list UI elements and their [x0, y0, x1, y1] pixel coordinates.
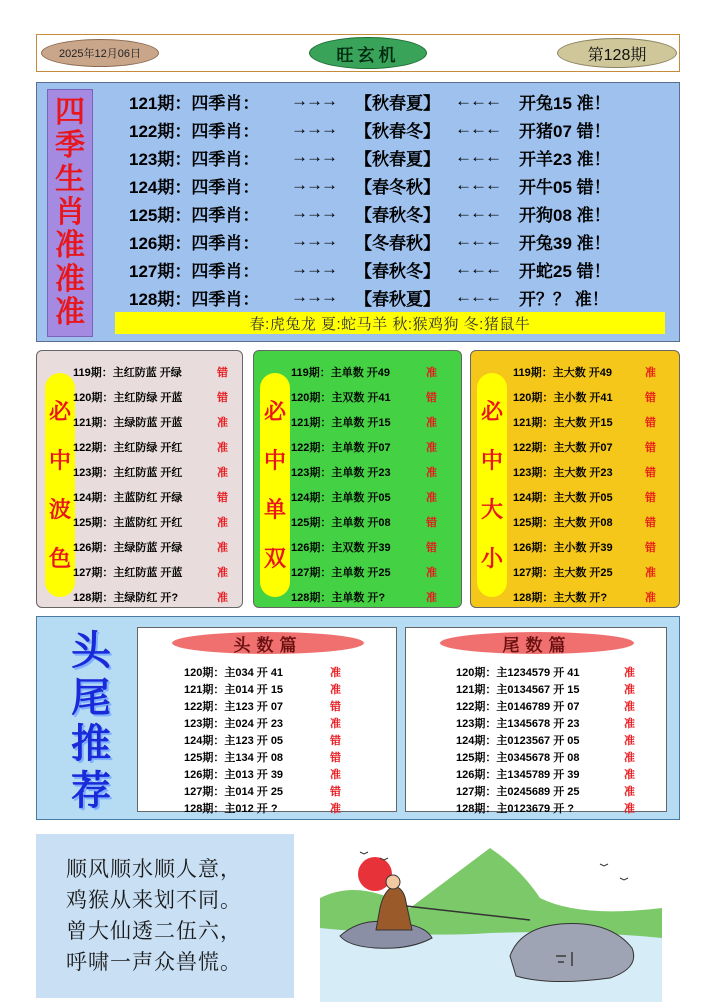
recommend-row — [184, 765, 341, 782]
result-mark: 准 — [624, 802, 635, 815]
title-char: 准 — [55, 229, 85, 263]
result-mark: 错 — [645, 466, 656, 479]
season-row — [129, 199, 669, 227]
recommend-text: 120期：主034 开 41 — [184, 666, 284, 679]
season-prediction: 【春秋冬】 — [355, 261, 440, 281]
prediction-row — [513, 509, 656, 534]
prediction-row — [291, 409, 437, 434]
prediction-text: 122期：主单数 开07 — [291, 441, 391, 454]
prediction-row — [73, 359, 228, 384]
result-mark: 错 — [426, 391, 437, 404]
poem-line: 顺风顺水顺人意， — [66, 857, 242, 881]
title-char: 推 — [71, 720, 111, 768]
result-mark: 准 — [426, 591, 437, 604]
recommend-text: 128期：主012 开 ? — [184, 802, 278, 815]
recommend-row — [184, 799, 341, 816]
recommend-row — [184, 731, 341, 748]
result-mark: 准 — [645, 591, 656, 604]
season-prediction: 【春冬秋】 — [355, 177, 440, 197]
result-mark: 准 — [217, 541, 228, 554]
recommend-row — [184, 748, 341, 765]
recommend-text: 123期：主1345678 开 23 — [456, 717, 580, 730]
prediction-row — [73, 559, 228, 584]
head-number-heading: 头数篇 — [172, 632, 364, 654]
arrow-right-icon: →→→ — [291, 287, 336, 306]
result-mark: 准 — [426, 566, 437, 579]
title-char: 肖 — [55, 195, 85, 229]
season-result: 开？？ 准！ — [519, 289, 609, 309]
poem-line: 曾大仙透二伍六， — [66, 919, 242, 943]
recommend-row — [184, 697, 341, 714]
result-mark: 准 — [217, 466, 228, 479]
prediction-text: 119期：主红防蓝 开绿 — [73, 366, 182, 379]
recommend-text: 120期：主1234579 开 41 — [456, 666, 580, 679]
prediction-text: 124期：主蓝防红 开绿 — [73, 491, 183, 504]
result-mark: 准 — [330, 666, 341, 679]
prediction-text: 121期：主单数 开15 — [291, 416, 391, 429]
title-char: 中 — [48, 447, 71, 473]
result-mark: 准 — [217, 516, 228, 529]
title-char: 荐 — [71, 766, 111, 814]
head-number-box — [137, 627, 397, 815]
prediction-row — [73, 384, 228, 409]
arrow-right-icon: →→→ — [291, 259, 336, 278]
title-char: 中 — [480, 447, 503, 473]
prediction-row — [73, 484, 228, 509]
page-title: 旺玄机 — [309, 37, 427, 69]
season-issue-label: 123期：四季肖： — [129, 149, 260, 169]
recommend-text: 124期：主123 开 05 — [184, 734, 284, 747]
prediction-text: 121期：主绿防蓝 开蓝 — [73, 416, 183, 429]
season-issue-label: 127期：四季肖： — [129, 261, 260, 281]
recommend-row — [456, 663, 635, 680]
result-mark: 准 — [217, 441, 228, 454]
result-mark: 准 — [426, 416, 437, 429]
prediction-row — [73, 509, 228, 534]
odd-even-title — [260, 373, 290, 597]
recommend-row — [456, 799, 635, 816]
arrow-right-icon: →→→ — [291, 175, 336, 194]
season-result: 开羊23 准！ — [519, 149, 611, 169]
prediction-row — [513, 459, 656, 484]
tail-number-heading: 尾数篇 — [440, 632, 634, 654]
result-mark: 错 — [645, 441, 656, 454]
title-char: 双 — [263, 545, 286, 571]
head-tail-section — [36, 616, 680, 820]
arrow-left-icon: ←←← — [455, 259, 500, 278]
zodiac-legend: 春:虎兔龙 夏:蛇马羊 秋:猴鸡狗 冬:猪鼠牛 — [115, 312, 665, 334]
prediction-row — [513, 409, 656, 434]
recommend-text: 121期：主0134567 开 15 — [456, 683, 580, 696]
arrow-left-icon: ←←← — [455, 119, 500, 138]
title-char: 波 — [48, 496, 71, 522]
result-mark: 准 — [330, 683, 341, 696]
page-header — [36, 34, 680, 72]
prediction-text: 120期：主红防绿 开蓝 — [73, 391, 183, 404]
result-mark: 准 — [217, 416, 228, 429]
recommend-text: 125期：主0345678 开 08 — [456, 751, 580, 764]
recommend-text: 128期：主0123679 开 ? — [456, 802, 575, 815]
season-row — [129, 227, 669, 255]
prediction-row — [291, 584, 437, 609]
arrow-right-icon: →→→ — [291, 147, 336, 166]
prediction-row — [73, 409, 228, 434]
recommend-text: 126期：主1345789 开 39 — [456, 768, 580, 781]
title-char: 必 — [263, 398, 286, 424]
four-seasons-title — [47, 89, 93, 337]
prediction-row — [291, 359, 437, 384]
result-mark: 错 — [217, 366, 228, 379]
season-issue-label: 121期：四季肖： — [129, 93, 260, 113]
prediction-text: 126期：主绿防蓝 开绿 — [73, 541, 183, 554]
season-result: 开兔15 准！ — [519, 93, 611, 113]
prediction-text: 125期：主大数 开08 — [513, 516, 613, 529]
result-mark: 准 — [330, 717, 341, 730]
prediction-row — [291, 384, 437, 409]
recommend-row — [184, 680, 341, 697]
season-row — [129, 143, 669, 171]
prediction-row — [291, 484, 437, 509]
season-prediction: 【冬春秋】 — [355, 233, 440, 253]
poem-line: 呼啸一声众兽慌。 — [66, 950, 242, 974]
prediction-text: 128期：主大数 开? — [513, 591, 608, 604]
result-mark: 错 — [645, 491, 656, 504]
prediction-text: 128期：主单数 开? — [291, 591, 386, 604]
prediction-text: 121期：主大数 开15 — [513, 416, 613, 429]
recommend-row — [456, 680, 635, 697]
recommend-row — [456, 782, 635, 799]
prediction-row — [513, 434, 656, 459]
result-mark: 准 — [624, 785, 635, 798]
prediction-row — [513, 534, 656, 559]
result-mark: 错 — [330, 734, 341, 747]
season-prediction: 【秋春冬】 — [355, 121, 440, 141]
title-char: 大 — [480, 496, 503, 522]
result-mark: 错 — [330, 751, 341, 764]
prediction-row — [291, 459, 437, 484]
result-mark: 准 — [330, 802, 341, 815]
arrow-left-icon: ←←← — [455, 91, 500, 110]
recommend-row — [184, 782, 341, 799]
prediction-row — [73, 584, 228, 609]
title-char: 准 — [55, 296, 85, 330]
result-mark: 错 — [645, 416, 656, 429]
head-tail-title — [51, 627, 131, 814]
result-mark: 错 — [645, 541, 656, 554]
prediction-text: 125期：主单数 开08 — [291, 516, 391, 529]
title-char: 尾 — [71, 673, 111, 721]
prediction-text: 119期：主单数 开49 — [291, 366, 391, 379]
season-prediction: 【秋春夏】 — [355, 93, 440, 113]
title-char: 四 — [55, 95, 85, 129]
title-char: 头 — [71, 627, 111, 674]
prediction-row — [73, 459, 228, 484]
recommend-row — [456, 765, 635, 782]
prediction-row — [73, 434, 228, 459]
prediction-row — [513, 584, 656, 609]
prediction-text: 124期：主单数 开05 — [291, 491, 391, 504]
arrow-left-icon: ←←← — [455, 147, 500, 166]
arrow-right-icon: →→→ — [291, 231, 336, 250]
poem-box — [36, 834, 294, 998]
season-result: 开兔39 准！ — [519, 233, 611, 253]
issue-badge: 第128期 — [557, 38, 677, 68]
recommend-row — [184, 714, 341, 731]
recommend-row — [456, 697, 635, 714]
landscape-image — [320, 838, 662, 1002]
result-mark: 准 — [426, 441, 437, 454]
prediction-text: 126期：主双数 开39 — [291, 541, 391, 554]
title-char: 中 — [263, 447, 286, 473]
result-mark: 错 — [217, 391, 228, 404]
recommend-row — [456, 714, 635, 731]
prediction-row — [513, 359, 656, 384]
recommend-row — [456, 748, 635, 765]
prediction-text: 122期：主大数 开07 — [513, 441, 613, 454]
odd-even-panel — [253, 350, 462, 608]
recommend-text: 125期：主134 开 08 — [184, 751, 284, 764]
prediction-text: 127期：主单数 开25 — [291, 566, 391, 579]
wave-color-panel — [36, 350, 243, 608]
result-mark: 错 — [645, 516, 656, 529]
arrow-left-icon: ←←← — [455, 287, 500, 306]
fisherman-illustration — [320, 838, 662, 1002]
prediction-row — [513, 384, 656, 409]
prediction-text: 128期：主绿防红 开? — [73, 591, 179, 604]
big-small-title — [477, 373, 507, 597]
season-row — [129, 115, 669, 143]
result-mark: 准 — [624, 683, 635, 696]
prediction-row — [291, 509, 437, 534]
result-mark: 准 — [217, 591, 228, 604]
result-mark: 错 — [330, 785, 341, 798]
result-mark: 准 — [645, 566, 656, 579]
prediction-row — [513, 559, 656, 584]
recommend-text: 126期：主013 开 39 — [184, 768, 284, 781]
season-issue-label: 124期：四季肖： — [129, 177, 260, 197]
recommend-row — [184, 663, 341, 680]
season-result: 开牛05 错！ — [519, 177, 611, 197]
title-char: 小 — [480, 545, 503, 571]
prediction-text: 123期：主大数 开23 — [513, 466, 613, 479]
arrow-right-icon: →→→ — [291, 203, 336, 222]
title-char: 生 — [55, 162, 85, 196]
season-issue-label: 128期：四季肖： — [129, 289, 260, 309]
prediction-text: 126期：主小数 开39 — [513, 541, 613, 554]
prediction-text: 127期：主大数 开25 — [513, 566, 613, 579]
prediction-text: 125期：主蓝防红 开红 — [73, 516, 183, 529]
tail-number-box — [405, 627, 667, 815]
season-result: 开狗08 准！ — [519, 205, 611, 225]
season-issue-label: 125期：四季肖： — [129, 205, 260, 225]
season-result: 开蛇25 错！ — [519, 261, 611, 281]
season-row — [129, 171, 669, 199]
title-char: 季 — [55, 129, 85, 163]
result-mark: 准 — [624, 768, 635, 781]
prediction-text: 124期：主大数 开05 — [513, 491, 613, 504]
recommend-text: 121期：主014 开 15 — [184, 683, 284, 696]
big-small-panel — [470, 350, 680, 608]
recommend-text: 127期：主0245689 开 25 — [456, 785, 580, 798]
recommend-text: 122期：主0146789 开 07 — [456, 700, 580, 713]
recommend-text: 122期：主123 开 07 — [184, 700, 284, 713]
season-row — [129, 255, 669, 283]
poem-line: 鸡猴从来划不同。 — [66, 888, 242, 912]
recommend-text: 124期：主0123567 开 05 — [456, 734, 580, 747]
season-prediction: 【春秋冬】 — [355, 205, 440, 225]
result-mark: 错 — [217, 491, 228, 504]
arrow-left-icon: ←←← — [455, 231, 500, 250]
season-prediction: 【春秋夏】 — [355, 289, 440, 309]
season-prediction: 【秋春夏】 — [355, 149, 440, 169]
prediction-text: 119期：主大数 开49 — [513, 366, 613, 379]
arrow-left-icon: ←←← — [455, 203, 500, 222]
prediction-row — [513, 484, 656, 509]
date-badge: 2025年12月06日 — [41, 39, 159, 67]
prediction-row — [73, 534, 228, 559]
prediction-text: 120期：主双数 开41 — [291, 391, 391, 404]
four-seasons-section — [36, 82, 680, 342]
prediction-row — [291, 434, 437, 459]
prediction-text: 123期：主单数 开23 — [291, 466, 391, 479]
prediction-text: 127期：主红防蓝 开蓝 — [73, 566, 183, 579]
recommend-row — [456, 731, 635, 748]
result-mark: 错 — [330, 700, 341, 713]
result-mark: 错 — [645, 391, 656, 404]
season-row — [129, 283, 669, 311]
title-char: 必 — [48, 398, 71, 424]
recommend-text: 127期：主014 开 25 — [184, 785, 284, 798]
season-issue-label: 126期：四季肖： — [129, 233, 260, 253]
result-mark: 准 — [426, 491, 437, 504]
prediction-row — [291, 559, 437, 584]
result-mark: 准 — [217, 566, 228, 579]
result-mark: 准 — [330, 768, 341, 781]
title-char: 色 — [48, 545, 71, 571]
season-issue-label: 122期：四季肖： — [129, 121, 260, 141]
result-mark: 错 — [426, 541, 437, 554]
prediction-text: 123期：主红防蓝 开红 — [73, 466, 183, 479]
arrow-right-icon: →→→ — [291, 119, 336, 138]
prediction-row — [291, 534, 437, 559]
result-mark: 错 — [426, 516, 437, 529]
arrow-left-icon: ←←← — [455, 175, 500, 194]
title-char: 必 — [480, 398, 503, 424]
result-mark: 准 — [624, 734, 635, 747]
wave-color-title — [45, 373, 75, 597]
prediction-text: 120期：主小数 开41 — [513, 391, 613, 404]
result-mark: 准 — [426, 466, 437, 479]
result-mark: 准 — [624, 717, 635, 730]
result-mark: 准 — [426, 366, 437, 379]
result-mark: 准 — [624, 666, 635, 679]
result-mark: 准 — [624, 700, 635, 713]
season-result: 开猪07 错！ — [519, 121, 611, 141]
season-row — [129, 87, 669, 115]
result-mark: 准 — [624, 751, 635, 764]
prediction-text: 122期：主红防绿 开红 — [73, 441, 183, 454]
result-mark: 准 — [645, 366, 656, 379]
arrow-right-icon: →→→ — [291, 91, 336, 110]
title-char: 准 — [55, 262, 85, 296]
title-char: 单 — [263, 496, 286, 522]
recommend-text: 123期：主024 开 23 — [184, 717, 284, 730]
